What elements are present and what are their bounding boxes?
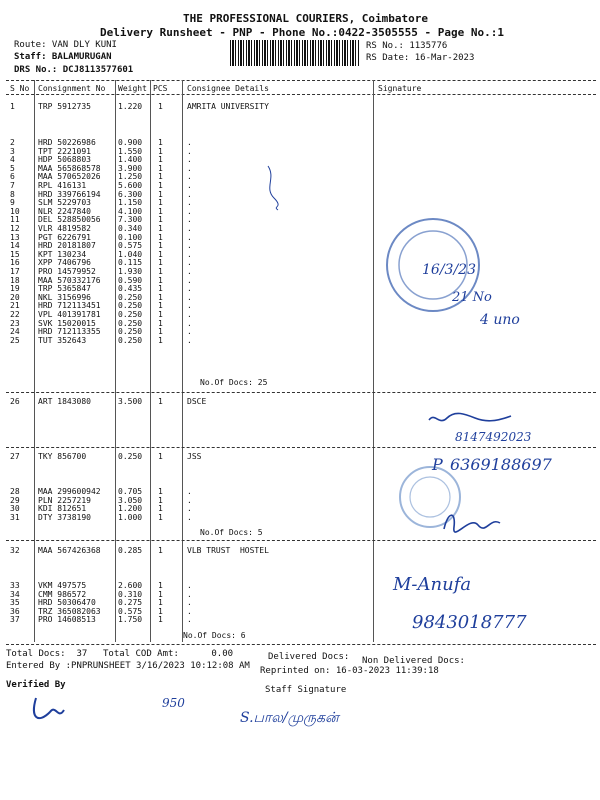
row-sno: 5: [10, 163, 15, 173]
consignee-name: DSCE: [187, 397, 207, 406]
row-pcs: 1: [158, 284, 163, 294]
row-pcs: 1: [158, 546, 163, 555]
row-weight: 0.250: [118, 452, 143, 461]
row-weight: 6.300: [118, 189, 143, 199]
row-sno: 24: [10, 327, 20, 337]
row-dot: .: [187, 181, 192, 190]
row-weight: 0.705: [118, 487, 143, 496]
rs-date: RS Date: 16-Mar-2023: [366, 53, 475, 63]
row-weight: 1.750: [118, 615, 143, 625]
row-consignment: VPL 401391781: [38, 310, 101, 319]
row-consignment: NLR 2247840: [38, 206, 91, 216]
row-pcs: 1: [158, 452, 163, 461]
stamp-note-handwriting: 21 No: [452, 290, 492, 305]
row-weight: 0.100: [118, 232, 143, 242]
row-consignment: RPL 416131: [38, 181, 87, 190]
docs-count: No.Of Docs: 5: [200, 528, 263, 537]
row-consignment: NKL 3156996: [38, 292, 91, 302]
row-sno: 18: [10, 275, 20, 285]
row-pcs: 1: [158, 267, 163, 276]
col-consignee: Consignee Details: [187, 84, 269, 93]
col-separator: [34, 80, 35, 642]
row-pcs: 1: [158, 615, 163, 625]
row-consignment: MAA 565868578: [38, 163, 101, 173]
row-pcs: 1: [158, 487, 163, 496]
row-weight: 0.250: [118, 301, 143, 311]
dsce-phone-handwriting: 8147492023: [455, 430, 532, 444]
row-sno: 34: [10, 589, 20, 599]
row-consignment: TPT 2221091: [38, 146, 91, 156]
row-dot: .: [187, 267, 192, 276]
pen-mark: [262, 162, 282, 212]
row-dot: .: [187, 146, 192, 156]
row-consignment: SLM 5229703: [38, 198, 91, 208]
row-pcs: 1: [158, 512, 163, 522]
row-consignment: PGT 6226791: [38, 232, 91, 242]
row-sno: 16: [10, 258, 20, 268]
row-weight: 3.050: [118, 495, 143, 505]
row-sno: 7: [10, 181, 15, 190]
row-weight: 1.200: [118, 504, 143, 514]
row-sno: 19: [10, 284, 20, 294]
stamp-date-handwriting: 16/3/23: [422, 262, 476, 278]
row-sno: 35: [10, 598, 20, 608]
row-dot: .: [187, 215, 192, 225]
row-consignment: SVK 15020015: [38, 318, 96, 328]
row-weight: 1.930: [118, 267, 143, 276]
row-consignment: PLN 2257219: [38, 495, 91, 505]
row-pcs: 1: [158, 215, 163, 225]
row-weight: 2.600: [118, 581, 143, 590]
row-sno: 12: [10, 224, 20, 233]
row-weight: 4.100: [118, 206, 143, 216]
verified-by-label: Verified By: [6, 680, 66, 690]
row-dot: .: [187, 232, 192, 242]
row-consignment: HRD 20181807: [38, 241, 96, 251]
row-dot: .: [187, 198, 192, 208]
dsce-signature: [425, 410, 515, 428]
row-weight: 1.150: [118, 198, 143, 208]
row-pcs: 1: [158, 292, 163, 302]
row-weight: 0.590: [118, 275, 143, 285]
row-weight: 0.250: [118, 310, 143, 319]
row-sno: 29: [10, 495, 20, 505]
row-sno: 37: [10, 615, 20, 625]
total-cod: Total COD Amt: 0.00: [103, 649, 234, 659]
row-consignment: VLR 4819582: [38, 224, 91, 233]
row-weight: 7.300: [118, 215, 143, 225]
row-weight: 0.285: [118, 546, 143, 555]
row-sno: 32: [10, 546, 20, 555]
row-weight: 0.310: [118, 589, 143, 599]
col-pcs: PCS: [153, 84, 168, 93]
row-sno: 23: [10, 318, 20, 328]
row-pcs: 1: [158, 189, 163, 199]
staff-label: Staff: BALAMURUGAN: [14, 52, 112, 62]
row-weight: 0.575: [118, 606, 143, 616]
row-dot: .: [187, 138, 192, 147]
rs-number: RS No.: 1135776: [366, 41, 448, 51]
row-weight: 0.250: [118, 292, 143, 302]
row-consignment: HRD 712113355: [38, 327, 101, 337]
row-consignment: DEL 528850056: [38, 215, 101, 225]
row-pcs: 1: [158, 138, 163, 147]
row-pcs: 1: [158, 181, 163, 190]
row-sno: 17: [10, 267, 20, 276]
row-consignment: TRP 5365847: [38, 284, 91, 294]
row-weight: 3.500: [118, 397, 143, 406]
row-sno: 30: [10, 504, 20, 514]
row-consignment: MAA 570332176: [38, 275, 101, 285]
row-dot: .: [187, 206, 192, 216]
consignee-name: JSS: [187, 452, 202, 461]
row-weight: 0.435: [118, 284, 143, 294]
row-sno: 33: [10, 581, 20, 590]
row-dot: .: [187, 241, 192, 251]
row-sno: 14: [10, 241, 20, 251]
row-weight: 0.250: [118, 335, 143, 345]
row-consignment: KDI 812651: [38, 504, 87, 514]
row-pcs: 1: [158, 335, 163, 345]
row-dot: .: [187, 581, 192, 590]
row-sno: 36: [10, 606, 20, 616]
row-dot: .: [187, 275, 192, 285]
row-weight: 1.040: [118, 249, 143, 259]
docs-count: No.Of Docs: 25: [200, 378, 268, 387]
row-sno: 22: [10, 310, 20, 319]
row-weight: 0.340: [118, 224, 143, 233]
row-consignment: MAA 299600942: [38, 487, 101, 496]
row-sno: 28: [10, 487, 20, 496]
row-consignment: DTY 3738190: [38, 512, 91, 522]
row-sno: 31: [10, 512, 20, 522]
row-dot: .: [187, 189, 192, 199]
row-consignment: ART 1843080: [38, 397, 91, 406]
row-dot: .: [187, 589, 192, 599]
row-dot: .: [187, 598, 192, 608]
row-pcs: 1: [158, 598, 163, 608]
row-dot: .: [187, 249, 192, 259]
row-sno: 25: [10, 335, 20, 345]
row-dot: .: [187, 172, 192, 182]
row-pcs: 1: [158, 258, 163, 268]
row-sno: 20: [10, 292, 20, 302]
jss-signature-mark: P: [432, 455, 443, 474]
row-sno: 13: [10, 232, 20, 242]
row-weight: 0.900: [118, 138, 143, 147]
row-weight: 0.250: [118, 327, 143, 337]
row-consignment: HRD 50226986: [38, 138, 96, 147]
row-weight: 0.115: [118, 258, 143, 268]
jss-group-signature: [440, 505, 502, 540]
row-consignment: HDP 5068803: [38, 155, 91, 165]
row-pcs: 1: [158, 606, 163, 616]
col-sno: S No: [10, 84, 30, 93]
verified-signature: [28, 690, 68, 730]
row-consignment: HRD 339766194: [38, 189, 101, 199]
row-pcs: 1: [158, 155, 163, 165]
reprinted-on: Reprinted on: 16-03-2023 11:39:18: [260, 666, 439, 676]
row-consignment: MAA 570652026: [38, 172, 101, 182]
row-sno: 1: [10, 102, 15, 111]
row-weight: 1.220: [118, 102, 143, 111]
row-sno: 11: [10, 215, 20, 225]
row-dot: .: [187, 512, 192, 522]
entered-by: Entered By :PNPRUNSHEET 3/16/2023 10:12:08 AM: [6, 661, 250, 671]
row-consignment: TUT 352643: [38, 335, 87, 345]
col-weight: Weight: [118, 84, 147, 93]
drs-number: DRS No.: DCJ8113577601: [14, 65, 134, 75]
row-pcs: 1: [158, 146, 163, 156]
row-weight: 1.550: [118, 146, 143, 156]
row-pcs: 1: [158, 495, 163, 505]
row-consignment: TRZ 365082063: [38, 606, 101, 616]
row-consignment: HRD 50306470: [38, 598, 96, 608]
row-dot: .: [187, 155, 192, 165]
row-pcs: 1: [158, 163, 163, 173]
row-dot: .: [187, 487, 192, 496]
row-consignment: KPT 130234: [38, 249, 87, 259]
route-label: Route: VAN DLY KUNI: [14, 40, 117, 50]
col-separator: [115, 80, 116, 642]
row-pcs: 1: [158, 232, 163, 242]
jss-phone-handwriting: 6369188697: [450, 455, 552, 474]
col-signature: Signature: [378, 84, 422, 93]
vlb-phone-handwriting: 9843018777: [412, 612, 527, 633]
docs-count: No.Of Docs: 6: [183, 631, 246, 640]
row-pcs: 1: [158, 318, 163, 328]
row-sno: 21: [10, 301, 20, 311]
barcode: [230, 40, 360, 66]
row-sno: 27: [10, 452, 20, 461]
vlb-signature-handwriting: M-Anufa: [393, 574, 472, 595]
row-pcs: 1: [158, 581, 163, 590]
row-dot: .: [187, 335, 192, 345]
row-dot: .: [187, 318, 192, 328]
runsheet-title: Delivery Runsheet - PNP - Phone No.:0422-3505555 - Page No.:1: [100, 26, 504, 39]
row-pcs: 1: [158, 397, 163, 406]
row-pcs: 1: [158, 206, 163, 216]
row-weight: 1.250: [118, 172, 143, 182]
row-dot: .: [187, 615, 192, 625]
row-sno: 6: [10, 172, 15, 182]
row-weight: 0.575: [118, 241, 143, 251]
col-separator: [373, 80, 374, 642]
row-consignment: TKY 856700: [38, 452, 87, 461]
consignee-name: AMRITA UNIVERSITY: [187, 102, 269, 111]
row-dot: .: [187, 327, 192, 337]
row-consignment: PRO 14608513: [38, 615, 96, 625]
row-dot: .: [187, 258, 192, 268]
col-separator: [150, 80, 151, 642]
row-sno: 15: [10, 249, 20, 259]
row-consignment: TRP 5912735: [38, 102, 91, 111]
staff-signature-handwriting: S.பால/முருகன்: [240, 710, 339, 726]
row-pcs: 1: [158, 504, 163, 514]
non-delivered-docs: Non Delivered Docs:: [362, 656, 465, 666]
row-dot: .: [187, 310, 192, 319]
row-sno: 8: [10, 189, 15, 199]
row-weight: 5.600: [118, 181, 143, 190]
staff-signature-label: Staff Signature: [265, 685, 347, 695]
row-consignment: XPP 7406796: [38, 258, 91, 268]
row-pcs: 1: [158, 249, 163, 259]
row-pcs: 1: [158, 275, 163, 285]
row-dot: .: [187, 495, 192, 505]
row-sno: 2: [10, 138, 15, 147]
row-dot: .: [187, 292, 192, 302]
row-sno: 10: [10, 206, 20, 216]
row-dot: .: [187, 284, 192, 294]
row-pcs: 1: [158, 224, 163, 233]
row-sno: 4: [10, 155, 15, 165]
row-weight: 3.900: [118, 163, 143, 173]
row-pcs: 1: [158, 172, 163, 182]
row-weight: 0.250: [118, 318, 143, 328]
row-dot: .: [187, 163, 192, 173]
row-sno: 3: [10, 146, 15, 156]
row-consignment: CMM 986572: [38, 589, 87, 599]
row-dot: .: [187, 224, 192, 233]
row-pcs: 1: [158, 198, 163, 208]
company-title: THE PROFESSIONAL COURIERS, Coimbatore: [183, 12, 429, 25]
row-dot: .: [187, 301, 192, 311]
row-dot: .: [187, 606, 192, 616]
amount-handwriting: 950: [162, 696, 185, 710]
row-pcs: 1: [158, 102, 163, 111]
row-pcs: 1: [158, 301, 163, 311]
row-pcs: 1: [158, 327, 163, 337]
col-consignment: Consignment No: [38, 84, 106, 93]
row-consignment: PRO 14579952: [38, 267, 96, 276]
row-sno: 9: [10, 198, 15, 208]
consignee-name: VLB TRUST HOSTEL: [187, 546, 269, 555]
row-pcs: 1: [158, 241, 163, 251]
row-weight: 0.275: [118, 598, 143, 608]
initials-handwriting: 4 uno: [480, 312, 520, 328]
total-docs: Total Docs: 37: [6, 649, 88, 659]
row-pcs: 1: [158, 589, 163, 599]
col-separator: [182, 80, 183, 642]
row-weight: 1.400: [118, 155, 143, 165]
row-consignment: HRD 712113451: [38, 301, 101, 311]
row-sno: 26: [10, 397, 20, 406]
row-weight: 1.000: [118, 512, 143, 522]
row-consignment: VKM 497575: [38, 581, 87, 590]
delivered-docs: Delivered Docs:: [268, 652, 350, 662]
row-consignment: MAA 567426368: [38, 546, 101, 555]
row-dot: .: [187, 504, 192, 514]
row-pcs: 1: [158, 310, 163, 319]
